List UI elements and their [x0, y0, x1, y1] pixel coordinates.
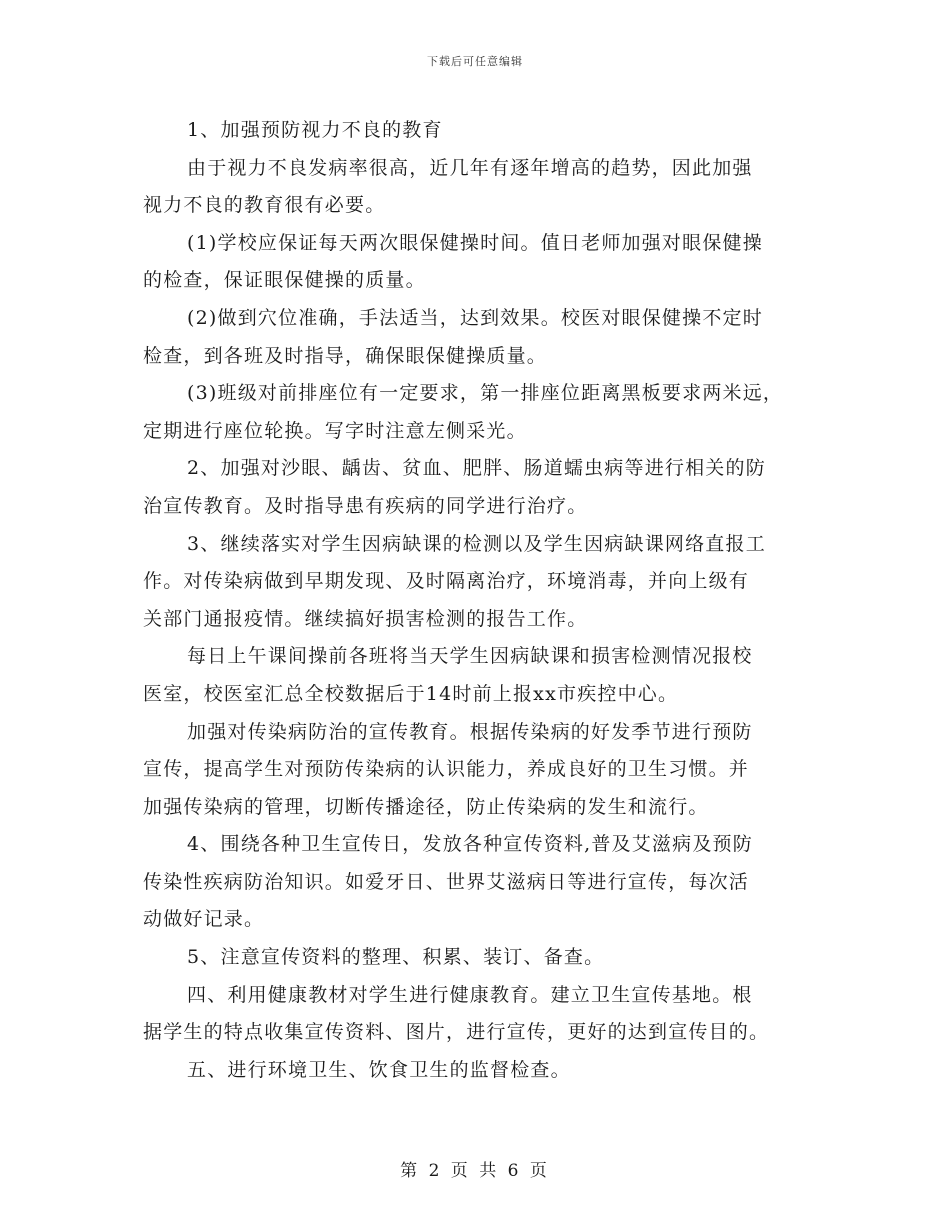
- text-line: 关部门通报疫情。继续搞好损害检测的报告工作。: [143, 607, 588, 630]
- text-line: 宣传，提高学生对预防传染病的认识能力，养成良好的卫生习惯。并: [143, 758, 750, 781]
- text-line: 传染性疾病防治知识。如爱牙日、世界艾滋病日等进行宣传，每次活: [143, 870, 750, 893]
- text-line: 作。对传染病做到早期发现、及时隔离治疗，环境消毒，并向上级有: [143, 570, 750, 593]
- text-line: 加强对传染病防治的宣传教育。根据传染病的好发季节进行预防: [187, 720, 753, 743]
- text-line: 4、围绕各种卫生宣传日，发放各种宣传资料,普及艾滋病及预防: [187, 833, 753, 856]
- page-footer: 第 2 页 共 6 页: [400, 1161, 550, 1181]
- text-line: 四、利用健康教材对学生进行健康教育。建立卫生宣传基地。根: [187, 983, 753, 1006]
- text-line: 每日上午课间操前各班将当天学生因病缺课和损害检测情况报校: [187, 645, 753, 668]
- text-line: 加强传染病的管理，切断传播途径，防止传染病的发生和流行。: [143, 795, 709, 818]
- text-line: 视力不良的教育很有必要。: [143, 194, 386, 217]
- text-line: 据学生的特点收集宣传资料、图片，进行宣传，更好的达到宣传目的。: [143, 1021, 770, 1044]
- text-line: 1、加强预防视力不良的教育: [187, 119, 443, 141]
- text-line: 5、注意宣传资料的整理、积累、装订、备查。: [187, 946, 605, 969]
- text-line: 2、加强对沙眼、龋齿、贫血、肥胖、肠道蠕虫病等进行相关的防: [187, 457, 766, 480]
- text-line: 五、进行环境卫生、饮食卫生的监督检查。: [187, 1058, 571, 1081]
- text-line: 由于视力不良发病率很高，近几年有逐年增高的趋势，因此加强: [187, 156, 753, 179]
- text-line: 检查，到各班及时指导，确保眼保健操质量。: [143, 344, 548, 367]
- text-line: (1)学校应保证每天两次眼保健操时间。值日老师加强对眼保健操: [187, 231, 763, 254]
- text-line: (2)做到穴位准确，手法适当，达到效果。校医对眼保健操不定时: [187, 306, 763, 329]
- page-header: 下载后可任意编辑: [427, 55, 523, 68]
- text-line: 治宣传教育。及时指导患有疾病的同学进行治疗。: [143, 494, 588, 517]
- text-line: 3、继续落实对学生因病缺课的检测以及学生因病缺课网络直报工: [187, 532, 766, 555]
- text-line: 的检查，保证眼保健操的质量。: [143, 269, 426, 292]
- text-line: 医室，校医室汇总全校数据后于14时前上报xx市疾控中心。: [143, 682, 679, 705]
- text-line: 动做好记录。: [143, 908, 265, 931]
- document-body: [143, 112, 813, 1089]
- text-line: 定期进行座位轮换。写字时注意左侧采光。: [143, 419, 527, 442]
- text-line: (3)班级对前排座位有一定要求，第一排座位距离黑板要求两米远，: [187, 382, 784, 405]
